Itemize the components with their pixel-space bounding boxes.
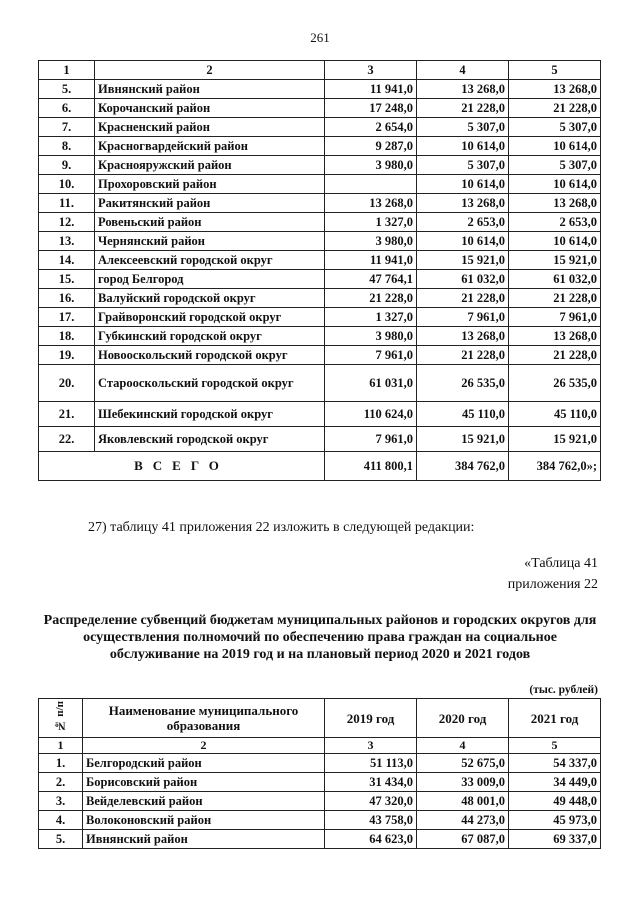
value-2020: 61 032,0 <box>417 270 509 289</box>
header-2021: 2021 год <box>509 699 601 738</box>
value-2021: 15 921,0 <box>509 251 601 270</box>
row-number: 13. <box>39 232 95 251</box>
municipality-name: Алексеевский городской округ <box>95 251 325 270</box>
table-row <box>39 99 601 118</box>
row-number: 5. <box>39 80 95 99</box>
table-row <box>39 427 601 452</box>
table-row <box>39 754 601 773</box>
col-number: 1 <box>39 738 83 754</box>
value-2021: 61 032,0 <box>509 270 601 289</box>
municipality-name: Красногвардейский район <box>95 137 325 156</box>
value-2019: 47 320,0 <box>325 792 417 811</box>
table-row <box>39 118 601 137</box>
municipality-name: Корочанский район <box>95 99 325 118</box>
value-2020: 15 921,0 <box>417 427 509 452</box>
units-label: (тыс. рублей) <box>529 684 598 696</box>
value-2019: 3 980,0 <box>325 327 417 346</box>
value-2020: 13 268,0 <box>417 194 509 213</box>
value-2020: 26 535,0 <box>417 365 509 402</box>
value-2020: 44 273,0 <box>417 811 509 830</box>
value-2019: 47 764,1 <box>325 270 417 289</box>
value-2019: 51 113,0 <box>325 754 417 773</box>
table-row <box>39 346 601 365</box>
municipality-name: Губкинский городской округ <box>95 327 325 346</box>
value-2019: 11 941,0 <box>325 251 417 270</box>
table-row <box>39 327 601 346</box>
value-2020: 10 614,0 <box>417 137 509 156</box>
table-row <box>39 80 601 99</box>
value-2021: 21 228,0 <box>509 99 601 118</box>
value-2021: 13 268,0 <box>509 327 601 346</box>
col-number: 3 <box>325 738 417 754</box>
table-row <box>39 773 601 792</box>
municipality-name: Чернянский район <box>95 232 325 251</box>
value-2020: 5 307,0 <box>417 118 509 137</box>
value-2020: 21 228,0 <box>417 99 509 118</box>
col-number: 5 <box>509 61 601 80</box>
row-number: 21. <box>39 402 95 427</box>
header-name: Наименование муниципального образования <box>83 699 325 738</box>
municipality-name: Ивнянский район <box>95 80 325 99</box>
table-row <box>39 811 601 830</box>
municipality-name: Белгородский район <box>83 754 325 773</box>
municipality-name: Грайворонский городской округ <box>95 308 325 327</box>
row-number: 15. <box>39 270 95 289</box>
value-2021: 49 448,0 <box>509 792 601 811</box>
value-2021: 5 307,0 <box>509 118 601 137</box>
value-2019: 11 941,0 <box>325 80 417 99</box>
value-2020: 21 228,0 <box>417 346 509 365</box>
value-2021: 21 228,0 <box>509 289 601 308</box>
value-2019: 13 268,0 <box>325 194 417 213</box>
table-title: Распределение субвенций бюджетам муниципальных районов и городских округов для осуществления полномочий по обеспечению права граждан на социальное обслуживание на 2019 год и на плановый период 2020 и 2021 годов <box>43 613 597 662</box>
col-number: 2 <box>83 738 325 754</box>
table-row <box>39 251 601 270</box>
total-row <box>39 452 601 481</box>
municipality-name: Шебекинский городской округ <box>95 402 325 427</box>
value-2019: 31 434,0 <box>325 773 417 792</box>
value-2020: 67 087,0 <box>417 830 509 849</box>
municipality-name: Борисовский район <box>83 773 325 792</box>
col-number: 2 <box>95 61 325 80</box>
row-number: 22. <box>39 427 95 452</box>
row-number: 20. <box>39 365 95 402</box>
value-2020: 21 228,0 <box>417 289 509 308</box>
table-tag-line1: «Таблица 41 <box>524 556 598 571</box>
social-service-subsidy-table <box>38 698 601 849</box>
row-number: 5. <box>39 830 83 849</box>
header-2020: 2020 год <box>417 699 509 738</box>
value-2020: 52 675,0 <box>417 754 509 773</box>
subsidy-table-continued <box>38 60 601 481</box>
value-2019: 1 327,0 <box>325 308 417 327</box>
column-number-row <box>39 738 601 754</box>
value-2021: 34 449,0 <box>509 773 601 792</box>
col-number: 4 <box>417 61 509 80</box>
value-2019: 9 287,0 <box>325 137 417 156</box>
row-number: 11. <box>39 194 95 213</box>
value-2020: 48 001,0 <box>417 792 509 811</box>
municipality-name: Валуйский городской округ <box>95 289 325 308</box>
table-row <box>39 792 601 811</box>
value-2019: 21 228,0 <box>325 289 417 308</box>
value-2020: 13 268,0 <box>417 327 509 346</box>
municipality-name: Волоконовский район <box>83 811 325 830</box>
municipality-name: Старооскольский городской округ <box>95 365 325 402</box>
row-number: 9. <box>39 156 95 175</box>
row-number: 12. <box>39 213 95 232</box>
header-number: № п/п <box>39 699 83 738</box>
total-2019: 411 800,1 <box>325 452 417 481</box>
table-row <box>39 308 601 327</box>
col-number: 3 <box>325 61 417 80</box>
value-2021: 54 337,0 <box>509 754 601 773</box>
table-row <box>39 194 601 213</box>
value-2020: 5 307,0 <box>417 156 509 175</box>
row-number: 8. <box>39 137 95 156</box>
value-2021: 10 614,0 <box>509 137 601 156</box>
row-number: 14. <box>39 251 95 270</box>
value-2021: 45 973,0 <box>509 811 601 830</box>
value-2020: 33 009,0 <box>417 773 509 792</box>
total-label: ВСЕГО <box>39 452 325 481</box>
table-tag-line2: приложения 22 <box>507 577 598 592</box>
col-number: 1 <box>39 61 95 80</box>
row-number: 1. <box>39 754 83 773</box>
value-2021: 21 228,0 <box>509 346 601 365</box>
table-row <box>39 156 601 175</box>
value-2020: 2 653,0 <box>417 213 509 232</box>
value-2019: 7 961,0 <box>325 427 417 452</box>
value-2019: 1 327,0 <box>325 213 417 232</box>
municipality-name: Прохоровский район <box>95 175 325 194</box>
municipality-name: Вейделевский район <box>83 792 325 811</box>
municipality-name: город Белгород <box>95 270 325 289</box>
value-2020: 45 110,0 <box>417 402 509 427</box>
col-number: 4 <box>417 738 509 754</box>
value-2019: 64 623,0 <box>325 830 417 849</box>
municipality-name: Красненский район <box>95 118 325 137</box>
value-2019: 3 980,0 <box>325 156 417 175</box>
value-2021: 10 614,0 <box>509 232 601 251</box>
total-2020: 384 762,0 <box>417 452 509 481</box>
table-row <box>39 137 601 156</box>
row-number: 10. <box>39 175 95 194</box>
table-header-row <box>39 699 601 738</box>
row-number: 16. <box>39 289 95 308</box>
municipality-name: Яковлевский городской округ <box>95 427 325 452</box>
value-2019: 17 248,0 <box>325 99 417 118</box>
value-2021: 13 268,0 <box>509 80 601 99</box>
row-number: 7. <box>39 118 95 137</box>
row-number: 19. <box>39 346 95 365</box>
value-2021: 15 921,0 <box>509 427 601 452</box>
value-2019 <box>325 175 417 194</box>
page-number: 261 <box>310 30 330 45</box>
value-2020: 15 921,0 <box>417 251 509 270</box>
row-number: 4. <box>39 811 83 830</box>
total-2021: 384 762,0»; <box>509 452 601 481</box>
value-2020: 7 961,0 <box>417 308 509 327</box>
table-row <box>39 402 601 427</box>
value-2019: 61 031,0 <box>325 365 417 402</box>
value-2021: 2 653,0 <box>509 213 601 232</box>
table-row <box>39 830 601 849</box>
column-number-row <box>39 61 601 80</box>
amendment-instruction: 27) таблицу 41 приложения 22 изложить в следующей редакции: <box>88 520 475 535</box>
row-number: 17. <box>39 308 95 327</box>
municipality-name: Краснояружский район <box>95 156 325 175</box>
value-2021: 10 614,0 <box>509 175 601 194</box>
row-number: 3. <box>39 792 83 811</box>
municipality-name: Ровеньский район <box>95 213 325 232</box>
value-2021: 5 307,0 <box>509 156 601 175</box>
value-2021: 45 110,0 <box>509 402 601 427</box>
value-2020: 13 268,0 <box>417 80 509 99</box>
value-2020: 10 614,0 <box>417 175 509 194</box>
municipality-name: Новооскольский городской округ <box>95 346 325 365</box>
table-row <box>39 175 601 194</box>
value-2020: 10 614,0 <box>417 232 509 251</box>
table-row <box>39 232 601 251</box>
value-2021: 7 961,0 <box>509 308 601 327</box>
row-number: 2. <box>39 773 83 792</box>
value-2021: 69 337,0 <box>509 830 601 849</box>
table-row <box>39 270 601 289</box>
value-2019: 110 624,0 <box>325 402 417 427</box>
value-2019: 43 758,0 <box>325 811 417 830</box>
table-row <box>39 213 601 232</box>
value-2021: 26 535,0 <box>509 365 601 402</box>
col-number: 5 <box>509 738 601 754</box>
row-number: 6. <box>39 99 95 118</box>
value-2019: 3 980,0 <box>325 232 417 251</box>
value-2019: 2 654,0 <box>325 118 417 137</box>
table-row <box>39 365 601 402</box>
header-2019: 2019 год <box>325 699 417 738</box>
municipality-name: Ивнянский район <box>83 830 325 849</box>
row-number: 18. <box>39 327 95 346</box>
table-row <box>39 289 601 308</box>
municipality-name: Ракитянский район <box>95 194 325 213</box>
value-2021: 13 268,0 <box>509 194 601 213</box>
value-2019: 7 961,0 <box>325 346 417 365</box>
